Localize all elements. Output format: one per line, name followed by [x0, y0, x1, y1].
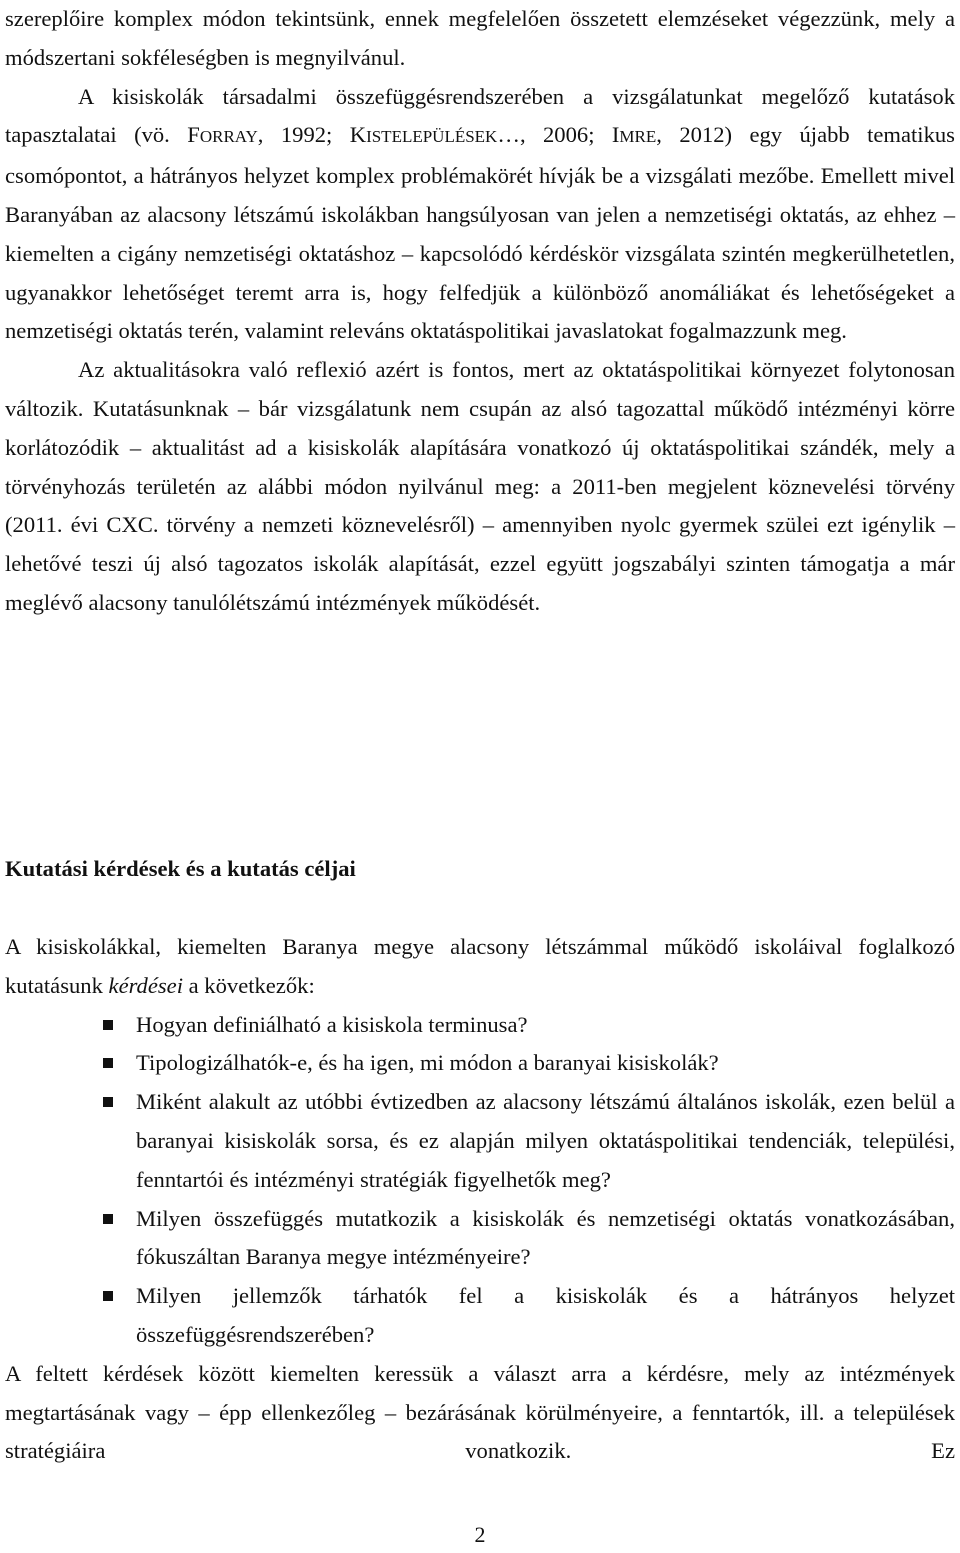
paragraph-1: szereplőire komplex módon tekintsünk, ennek megfelelően összetett elemzéseket végezzünk, mely a módszertani sokféleségben is megnyilvánul.	[5, 6, 955, 70]
square-bullet-icon	[103, 1097, 113, 1107]
list-item: Miként alakult az utóbbi évtizedben az alacsony létszámú általános iskolák, ezen belül a baranyai kisiskolák sorsa, és ez alapján milyen oktatáspolitikai tendenciák, települési, fenntartói és intézményi stratégiák figyelhetők meg?	[5, 1083, 955, 1199]
square-bullet-icon	[103, 1058, 113, 1068]
page-number: 2	[474, 1522, 486, 1547]
page-body	[5, 0, 955, 623]
square-bullet-icon	[103, 1291, 113, 1301]
question-list	[5, 1006, 955, 1355]
closing-paragraph: A feltett kérdések között kiemelten keressük a választ arra a kérdésre, mely az intézmények megtartásának vagy – épp ellenkezőleg – bezárásának körülményeire, a fenntartók, ill. a települések stratégiáira vonatkozik. Ez	[5, 1360, 955, 1464]
section-intro: A kisiskolákkal, kiemelten Baranya megye alacsony létszámmal működő iskoláival foglalkozó kutatásunk kérdései a következők:	[5, 934, 955, 998]
list-item: Milyen összefüggés mutatkozik a kisiskolák és nemzetiségi oktatás vonatkozásában, fókuszáltan Baranya megye intézményeire?	[5, 1200, 955, 1278]
square-bullet-icon	[103, 1020, 113, 1030]
paragraph-3: Az aktualitásokra való reflexió azért is fontos, mert az oktatáspolitikai környezet folytonosan változik. Kutatásunknak – bár vizsgálatunk nem csupán az alsó tagozattal működő intézményi körre korlátozódik – aktualitást ad a kisiskolák alapítására vonatkozó új oktatáspolitikai szándék, mely a törvényhozás területén az alábbi módon nyilvánul meg: a 2011-ben megjelent köznevelési törvény (2011. évi CXC. törvény a nemzeti köznevelésről) – amennyiben nyolc gyermek szülei ezt igénylik – lehetővé teszi új alsó tagozatos iskolák alapítását, ezzel együtt jogszabályi szinten támogatja a már meglévő alacsony tanulólétszámú intézmények működését.	[5, 357, 955, 615]
list-item: Tipologizálhatók-e, és ha igen, mi módon a baranyai kisiskolák?	[5, 1044, 955, 1083]
section-heading: Kutatási kérdések és a kutatás céljai	[5, 856, 356, 881]
paragraph-2: A kisiskolák társadalmi összefüggésrendszerében a vizsgálatunkat megelőző kutatások tapasztalatai (vö. FORRAY, 1992; KISTELEPÜLÉSEK…, 2006; IMRE, 2012) egy újabb tematikus csomópontot, a hátrányos helyzet komplex problémakörét hívják be a vizsgálati mezőbe. Emellett mivel Baranyában az alacsony létszámú iskolákban hangsúlyosan van jelen a nemzetiségi oktatás, az ehhez – kiemelten a cigány nemzetiségi oktatáshoz – kapcsolódó kérdéskör vizsgálata szintén megkerülhetetlen, ugyanakkor lehetőséget teremt arra is, hogy felfedjük a különböző anomáliákat és lehetőségeket a nemzetiségi oktatás terén, valamint releváns oktatáspolitikai javaslatokat fogalmazzunk meg.	[5, 83, 955, 344]
square-bullet-icon	[103, 1214, 113, 1224]
list-item: Hogyan definiálható a kisiskola terminusa?	[5, 1006, 955, 1045]
list-item: Milyen jellemzők tárhatók fel a kisiskolák és a hátrányos helyzet összefüggésrendszerében?	[5, 1277, 955, 1355]
section-body	[5, 928, 955, 1471]
